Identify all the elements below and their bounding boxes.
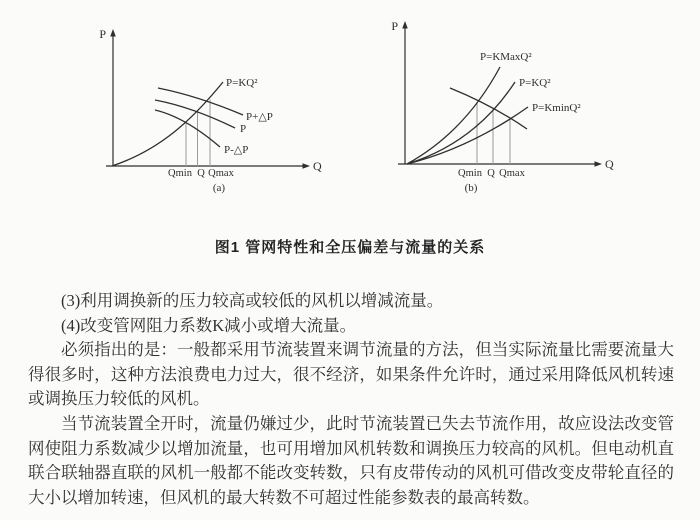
k-curve-label: P=KQ² xyxy=(519,77,551,89)
y-axis-arrow-icon xyxy=(402,21,408,29)
x-axis-arrow-icon xyxy=(595,161,603,167)
body-text xyxy=(28,289,674,510)
panel-a-chart xyxy=(80,20,325,198)
paragraph-item-3: (3)利用调换新的压力较高或较低的风机以增减流量。 xyxy=(61,291,444,310)
y-axis-arrow-icon xyxy=(110,29,116,37)
fan-plus-label: P+△P xyxy=(246,111,273,123)
panel-b-chart xyxy=(370,10,620,205)
fan-characteristic-curve xyxy=(450,88,527,129)
tick-qmin: Qmin xyxy=(458,168,482,179)
panel-b-y-axis-label: P xyxy=(391,19,398,33)
network-curve-kmax xyxy=(407,67,500,164)
tick-qmax: Qmax xyxy=(208,168,234,179)
panel-a-y-axis-label: P xyxy=(99,27,106,41)
tick-q: Q xyxy=(197,168,205,179)
fan-minus-label: P-△P xyxy=(224,144,249,156)
paragraph-note-throttling: 必须指出的是：一般都采用节流装置来调节流量的方法，但当实际流量比需要流量大得很多时，这种方法浪费电力过大，很不经济，如果条件允许时，通过采用降低风机转速或调换压力较低的风机。 xyxy=(28,340,674,409)
tick-qmin: Qmin xyxy=(168,168,192,179)
panel-b-tag: (b) xyxy=(464,182,478,194)
network-curve-label: P=KQ² xyxy=(226,77,258,89)
panel-b-x-axis-label: Q xyxy=(605,157,614,171)
panel-a-x-axis-label: Q xyxy=(313,159,322,173)
network-characteristic-curve xyxy=(112,82,223,166)
paragraph-item-4: (4)改变管网阻力系数K减小或增大流量。 xyxy=(61,315,357,335)
network-curve-k xyxy=(407,82,515,164)
paragraph-throttle-fully-open: 当节流装置全开时，流量仍嫌过少，此时节流装置已失去节流作用，故应设法改变管网使阻力系数减少以增加流量，也可用增加风机转数和调换压力较高的风机。但电动机直联合联轴器直联的风机一般都不能改变转数，只有皮带传动的风机可借改变皮带轮直径的大小以增加转速，但风机的最大转数不可超过性能参数表的最高转数。 xyxy=(28,413,674,507)
panel-a-tag: (a) xyxy=(212,182,226,194)
kmin-curve-label: P=KminQ² xyxy=(532,102,581,114)
tick-q: Q xyxy=(487,168,495,179)
kmax-curve-label: P=KMaxQ² xyxy=(480,51,532,63)
tick-qmax: Qmax xyxy=(499,168,525,179)
fan-mid-label: P xyxy=(240,123,247,135)
figure-caption: 图1 管网特性和全压偏差与流量的关系 xyxy=(214,239,486,256)
x-axis-arrow-icon xyxy=(303,163,311,169)
fan-curve-p-plus xyxy=(158,88,243,115)
